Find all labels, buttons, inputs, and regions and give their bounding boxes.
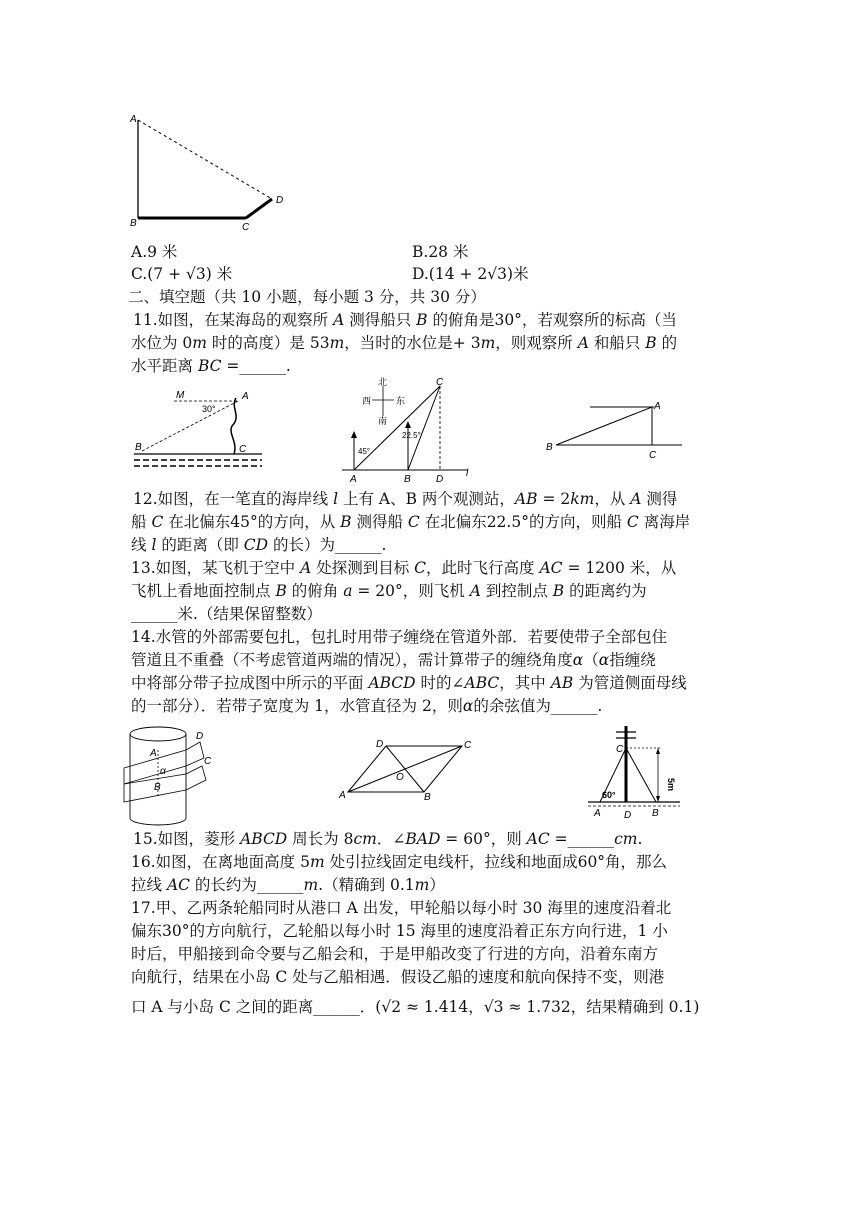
q12-line2: 船 C 在北偏东45°的方向，从 B 测得船 C 在北偏东22.5°的方向，则船 C 离海岸 [131, 513, 691, 531]
fig16-label-a: A [594, 808, 601, 819]
q16-line1: 16.如图，在离地面高度 5m 处引拉线固定电线杆，拉线和地面成60°角，那么 [131, 853, 668, 871]
q17-line2: 偏东30°的方向航行，乙轮船以每小时 15 海里的速度沿着正东方向行进，1 小 [131, 922, 668, 940]
fig16-label-60: 60° [602, 790, 616, 800]
q10-option-d: D.(14 + 2√3)米 [412, 265, 529, 283]
q11-line3: 水平距离 BC =______. [131, 357, 291, 375]
q10-label-a: A [130, 114, 137, 125]
fig11-label-m: M [176, 390, 185, 401]
fig15-label-o: O [396, 772, 404, 783]
fig16-label-c: C [616, 744, 624, 755]
q17-line1: 17.甲、乙两条轮船同时从港口 A 出发，甲轮船以每小时 30 海里的速度沿着北 [131, 899, 672, 917]
fig14-label-b: B [154, 782, 161, 793]
fig12-label-d: D [436, 474, 444, 485]
fig13-figure [542, 398, 692, 464]
fig15-figure [338, 736, 478, 802]
fig15-label-a: A [339, 790, 346, 801]
fig13-label-b: B [546, 442, 553, 453]
fig13-label-c: C [649, 450, 657, 461]
fig12-angle-45: 45° [358, 447, 371, 456]
fig14-label-alpha: α [160, 766, 166, 777]
q17-line4: 向航行，结果在小岛 C 处与乙船相遇．假设乙船的速度和航向保持不变，则港 [131, 968, 665, 986]
fig12-label-c: C [436, 377, 444, 388]
q13-line1: 13.如图，某飞机于空中 A 处探测到目标 C，此时飞行高度 AC = 1200 米，从 [131, 559, 677, 577]
fig12-label-west: 西 [362, 396, 372, 406]
fig16-label-b: B [652, 808, 659, 819]
fig14-label-c: C [204, 756, 212, 767]
section-title: 二、填空题（共 10 小题，每小题 3 分，共 30 分） [128, 288, 486, 306]
fig12-label-b: B [404, 474, 411, 485]
q17-line5: 口 A 与小岛 C 之间的距离______．(√2 ≈ 1.414，√3 ≈ 1.732，结果精确到 0.1) [131, 998, 700, 1016]
q17-line3: 时后，甲船接到命令要与乙船会和，于是甲船改变了行进的方向，沿着东南方 [131, 945, 659, 963]
fig12-label-a: A [350, 474, 357, 485]
fig12-label-south: 南 [378, 416, 388, 426]
q10-label-d: D [276, 195, 284, 206]
fig15-label-d: D [376, 739, 384, 750]
fig14-label-a: A [150, 748, 157, 759]
fig12-label-l: l [466, 468, 469, 479]
q15-line: 15.如图，菱形 ABCD 周长为 8cm．∠BAD = 60°，则 AC =______cm. [133, 830, 643, 848]
fig12-angle-22: 22.5° [402, 431, 421, 440]
q10-figure [128, 112, 288, 232]
fig15-label-b: B [424, 792, 431, 803]
fig16-figure [586, 720, 686, 820]
fig12-label-north: 北 [378, 377, 388, 387]
fig16-label-5m: 5m [666, 778, 676, 792]
fig11-figure [132, 386, 267, 476]
fig16-label-d: D [624, 810, 632, 821]
fig11-label-angle: 30° [202, 404, 216, 414]
q10-option-a: A.9 米 [131, 243, 178, 261]
q14-line2: 管道且不重叠（不考虑管道两端的情况），需计算带子的缠绕角度α（α指缠绕 [131, 651, 656, 669]
q14-line1: 14.水管的外部需要包扎，包扎时用带子缠绕在管道外部．若要使带子全部包住 [131, 628, 668, 646]
fig11-label-b: B [135, 442, 142, 453]
q16-line2: 拉线 AC 的长约为______m.（精确到 0.1m） [131, 876, 445, 894]
q10-option-b: B.28 米 [412, 243, 469, 261]
q14-line4: 的一部分）．若带子宽度为 1，水管直径为 2，则α的余弦值为______. [131, 697, 603, 715]
q13-line3: ______米.（结果保留整数） [131, 605, 322, 623]
q13-line2: 飞机上看地面控制点 B 的俯角 a = 20°，则飞机 A 到控制点 B 的距离约为 [131, 582, 647, 600]
fig12-figure [340, 376, 480, 484]
q10-option-c: C.(7 + √3) 米 [131, 265, 233, 283]
q10-label-b: B [130, 218, 137, 229]
fig14-figure [120, 722, 220, 832]
fig13-label-a: A [654, 401, 661, 412]
q12-line1: 12.如图，在一笔直的海岸线 l 上有 A、B 两个观测站，AB = 2km，从 A 测得 [133, 490, 678, 508]
q12-line3: 线 l 的距离（即 CD 的长）为______. [131, 536, 387, 554]
fig11-label-c: C [239, 444, 247, 455]
fig11-label-a: A [242, 391, 249, 402]
fig15-label-c: C [464, 740, 472, 751]
q11-line1: 11.如图，在某海岛的观察所 A 测得船只 B 的俯角是30°，若观察所的标高（当 [133, 311, 677, 329]
q14-line3: 中将部分带子拉成图中所示的平面 ABCD 时的∠ABC，其中 AB 为管道侧面母线 [131, 674, 687, 692]
fig14-label-d: D [196, 731, 204, 742]
q11-line2: 水位为 0m 时的高度）是 53m，当时的水位是+ 3m，则观察所 A 和船只 B 的 [131, 334, 678, 352]
q10-label-c: C [242, 222, 250, 233]
fig12-label-east: 东 [396, 396, 406, 406]
